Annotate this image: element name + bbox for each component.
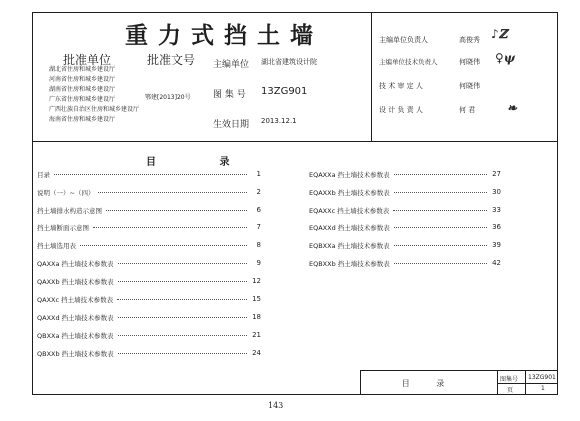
toc-entry-page: 7 (256, 223, 261, 231)
toc-entry-label: QAXXb 挡土墙技术参数表 (37, 277, 114, 286)
leader-dots (118, 281, 247, 282)
approve-unit-1: 湖北省住房和城乡建设厅 (49, 66, 116, 73)
leader-dots (93, 227, 247, 228)
approve-unit-label: 批准单位 (63, 53, 112, 67)
toc-entry-page: 39 (492, 241, 501, 249)
footer-page-no: 1 (541, 385, 545, 392)
toc-entry[interactable] (37, 275, 261, 287)
leader-dots (80, 245, 247, 246)
toc-entry[interactable] (37, 168, 261, 180)
toc-entry-label: QAXXa 挡土墙技术参数表 (37, 259, 114, 268)
toc-entry-label: 挡土墙断面示意图 (37, 223, 89, 232)
person-name-1: 高俊秀 (459, 36, 480, 44)
toc-entry[interactable] (37, 347, 261, 359)
leader-dots (117, 299, 247, 300)
leader-dots (394, 192, 487, 193)
atlas-no-label: 图 集 号 (213, 90, 246, 100)
leader-dots (118, 335, 247, 336)
person-name-3: 何晓伟 (459, 82, 480, 90)
toc-entry-label: 目录 (37, 170, 50, 179)
footer-title-block (360, 370, 558, 395)
leader-dots (118, 263, 247, 264)
title-block (33, 13, 557, 142)
toc-entry-page: 9 (256, 259, 261, 267)
person-role-1: 主编单位负责人 (379, 36, 428, 44)
leader-dots (393, 210, 487, 211)
approve-unit-6: 海南省住房和城乡建设厅 (49, 116, 116, 123)
approve-unit-2: 河南省住房和城乡建设厅 (49, 76, 116, 83)
leader-dots (98, 192, 247, 193)
leader-dots (118, 317, 247, 318)
chief-unit-label: 主编单位 (213, 60, 250, 70)
person-name-4: 何 君 (459, 106, 476, 114)
approve-unit-3: 湖南省住房和城乡建设厅 (49, 86, 116, 93)
date-value: 2013.12.1 (261, 117, 297, 125)
leader-dots (394, 227, 487, 228)
toc-entry-label: EQAXXd 挡土墙技术参数表 (309, 223, 390, 232)
toc-entry-label: QAXXd 挡土墙技术参数表 (37, 313, 114, 322)
toc-entry-label: EQAXXb 挡土墙技术参数表 (309, 188, 390, 197)
date-label: 生效日期 (213, 120, 250, 130)
toc-entry-page: 1 (256, 170, 261, 178)
toc-entry[interactable] (37, 257, 261, 269)
toc-entry[interactable] (37, 311, 261, 323)
toc-entry-label: QAXXc 挡土墙技术参数表 (37, 295, 114, 304)
approve-doc-number: 鄂建[2013]20号 (145, 94, 191, 101)
footer-atlas-label: 图集号 (500, 376, 519, 383)
toc-entry[interactable] (37, 293, 261, 305)
toc-entry-page: 27 (492, 170, 501, 178)
chief-unit-value: 湖北省建筑设计院 (261, 58, 317, 66)
toc-entry-label: EQAXXc 挡土墙技术参数表 (309, 206, 390, 215)
signature-1: ♪ℤ (491, 27, 508, 41)
person-name-2: 何晓伟 (459, 58, 480, 66)
leader-dots (394, 174, 487, 175)
toc-entry-page: 8 (256, 241, 261, 249)
toc-entry-page: 42 (492, 259, 501, 267)
leader-dots (394, 245, 487, 246)
person-role-2: 主编单位技术负责人 (379, 58, 438, 66)
toc-entry[interactable] (309, 168, 501, 180)
toc-entry-label: 挡土墙排水构造示意图 (37, 206, 102, 215)
leader-dots (54, 174, 247, 175)
toc-entry[interactable] (309, 239, 501, 251)
toc-entry[interactable] (37, 186, 261, 198)
toc-entry[interactable] (309, 186, 501, 198)
toc-entry-page: 12 (252, 277, 261, 285)
drawing-sheet (32, 12, 558, 395)
toc-entry-label: EQAXXa 挡土墙技术参数表 (309, 170, 390, 179)
toc-entry-label: EQBXXb 挡土墙技术参数表 (309, 259, 390, 268)
toc-entry-page: 36 (492, 223, 501, 231)
atlas-no-value: 13ZG901 (261, 86, 308, 97)
header-divider (371, 13, 372, 141)
signature-2: ♀ψ (495, 51, 516, 65)
toc-entry-page: 21 (252, 331, 261, 339)
toc-entry[interactable] (309, 204, 501, 216)
footer-atlas-no: 13ZG901 (528, 374, 556, 381)
toc-entry-label: QBXXb 挡土墙技术参数表 (37, 349, 114, 358)
approve-doc-label: 批准文号 (147, 53, 196, 67)
toc-entry-page: 2 (256, 188, 261, 196)
footer-row-divider (498, 383, 558, 384)
leader-dots (118, 353, 247, 354)
toc-entry[interactable] (37, 329, 261, 341)
toc-entry[interactable] (37, 239, 261, 251)
toc-entry-page: 18 (252, 313, 261, 321)
toc-entry-label: QBXXa 挡土墙技术参数表 (37, 331, 114, 340)
leader-dots (106, 210, 247, 211)
toc-entry[interactable] (37, 221, 261, 233)
approve-unit-5: 广西壮族自治区住房和城乡建设厅 (49, 106, 140, 113)
toc-entry-page: 30 (492, 188, 501, 196)
approve-unit-4: 广东省住房和城乡建设厅 (49, 96, 116, 103)
toc-entry-page: 6 (256, 206, 261, 214)
toc-heading: 目 录 (146, 157, 260, 168)
toc-entry-page: 15 (252, 295, 261, 303)
person-role-4: 设 计 负 责 人 (379, 106, 423, 114)
page-number: 143 (268, 401, 284, 410)
footer-title: 目 录 (361, 371, 498, 395)
toc-entry-page: 24 (252, 349, 261, 357)
sheet-title: 重力式挡土墙 (125, 22, 323, 49)
person-role-3: 技 术 审 定 人 (379, 82, 423, 90)
toc-entry[interactable] (37, 204, 261, 216)
signature-4: ❧ (507, 101, 518, 115)
toc-entry-page: 33 (492, 206, 501, 214)
toc-entry-label: 说明（一）~（四） (37, 188, 95, 197)
toc-entry[interactable] (309, 221, 501, 233)
footer-page-label: 页 (507, 387, 514, 394)
leader-dots (394, 263, 487, 264)
toc-entry-label: EQBXXa 挡土墙技术参数表 (309, 241, 390, 250)
toc-entry-label: 挡土墙选用表 (37, 241, 76, 250)
toc-entry[interactable] (309, 257, 501, 269)
